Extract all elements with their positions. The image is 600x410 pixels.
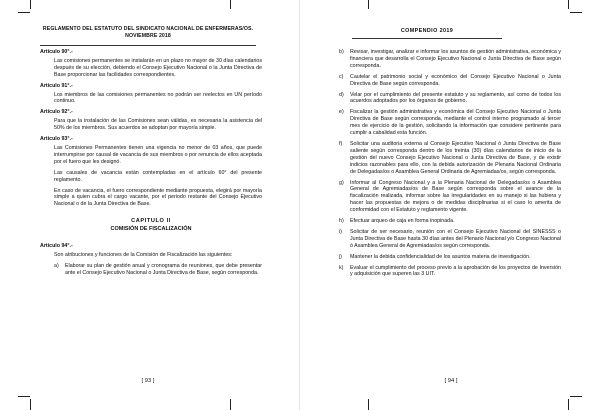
list-item-text: Informar al Congreso Nacional y a la Plenaria Nacional de Delegadas/os o Asamblea General de Agremiadas/os de Base según corresponda sobre el avance de la fiscalización realizada, informar sobre las irregularidades en su manejo si las hubiera y hacer las propuestas de mejora o de medidas disciplinarias si el caso lo amerita de conformidad con el Estatuto y reglamento vigente.: [350, 179, 561, 214]
list-item-text: Solicitar una auditoria externa al Consejo Ejecutivo Nacional ó Junta Directiva de Base saliente según corresponda dentro de los treinta (30) días calendarios de inicio de la gestión del nuevo Consejo Ejecutivo Nacional o Junta Directiva de Base, y de existir indicios razonables para ello, con la debida autorización de Plenaria Nacional Ordinaria de Delegadas/os o Asamblea General Ordinaria de Agremiadas/os, según corresponda.: [350, 140, 561, 175]
right-header-rule: [352, 38, 502, 39]
list-item-text: Cautelar el patrimonio social y económico del Consejo Ejecutivo Nacional o Junta Directiva de Base según corresponda.: [350, 73, 561, 87]
list-item-label: b): [339, 49, 344, 55]
crop-mark: [570, 12, 582, 13]
left-header-rule: [40, 45, 256, 46]
list-item-text: Efectuar arqueo de caja en forma inopinada.: [350, 218, 455, 225]
list-item: [339, 74, 561, 88]
right-text-column: [339, 49, 561, 282]
chapter-title: CAPITULO II: [131, 218, 171, 225]
list-item: [339, 180, 561, 215]
article-heading: Artículo 94°.-: [40, 243, 73, 250]
crop-mark: [230, 0, 231, 9]
right-running-header: COMPENDIO 2019: [400, 28, 454, 34]
paragraph: Los miembros de las comisiones permanentes no podrán ser reelectos en UN período continuo.: [54, 91, 262, 105]
list-item-text: Revisar, investigar, analizar e informar los asuntos de gestión administrativa, económica y financiera que desarrolla el Consejo Ejecutivo Nacional o Junta Directiva de Base según corresponda.: [350, 49, 561, 69]
crop-mark: [568, 0, 569, 9]
crop-mark: [18, 396, 30, 397]
list-item: [339, 218, 561, 225]
list-item-label: j): [339, 253, 342, 260]
list-item: [339, 141, 561, 176]
list-item-label: d): [339, 91, 344, 98]
crop-mark: [30, 399, 31, 410]
crop-mark: [18, 12, 30, 13]
list-item: [54, 263, 262, 277]
list-item-text: Elaborar su plan de gestión anual y cronograma de reuniones, que debe presentar ante el Consejo Ejecutivo Nacional o Junta Directiva de Base, según corresponda.: [65, 262, 262, 276]
left-running-header: REGLAMENTO DEL ESTATUTO DEL SINDICATO NACIONAL DE ENFERMERAS/OS. NOVIEMBRE 2018: [42, 26, 254, 39]
article-heading: Artículo 93°.-: [40, 136, 73, 143]
paragraph: En caso de vacancia, el fuero correspondiente mediante propuesta, elegirá por mayoría simple a quien cubra el cargo vacante, por el periodo restante del Consejo Ejecutivo Nacional o de la Junta Directiva de Base.: [54, 187, 262, 208]
paragraph: Las causales de vacancia están contempladas en el artículo 60° del presente reglamento.: [54, 169, 262, 183]
right-page-number: [ 94 ]: [444, 378, 458, 384]
paragraph: Las Comisiones Permanentes tienen una vigencia no menor de 03 años, que puede interrumpirse por causal de vacancia de sus miembros o por renuncia de ellos aceptada por el fuero que les designó.: [54, 144, 262, 165]
paragraph: Las comisiones permanentes se instalarán en un plazo no mayor de 30 días calendarios después de su elección, debiendo el Consejo Ejecutivo Nacional o la Junta Directiva de Base proporcionar las facilidades correspondientes.: [54, 57, 262, 78]
list-item: [339, 229, 561, 250]
paragraph: Para que la instalación de las Comisiones sean válidas, es necesaria la asistencia del 50% de los miembros. Sus acuerdos se adoptan por mayoría simple.: [54, 118, 262, 132]
crop-mark: [570, 396, 582, 397]
list-item-label: i): [339, 228, 342, 235]
list-item: [339, 254, 561, 261]
article-heading: Artículo 90°.-: [40, 49, 73, 55]
list-item-label: c): [339, 73, 344, 80]
list-item-text: Fiscalizar la gestión administrativa y económica del Consejo Ejecutivo Nacional o Junta Directiva de Base según corresponda, mediante el control interno programado al tercer mes de ejercicio de la gestión, solicitando la información que considere pertinente para cumplir a cabalidad esta función.: [350, 109, 561, 137]
crop-mark: [368, 399, 369, 410]
crop-mark: [568, 399, 569, 410]
chapter-subtitle: COMISIÓN DE FISCALIZACIÓN: [110, 226, 192, 233]
list-item-text: Evaluar el cumplimiento del proceso previo a la aprobación de los proyectos de Inversión y adquisición que superen las 3 UIT.: [350, 264, 561, 278]
list-item-label: h): [339, 218, 344, 225]
crop-mark: [30, 0, 31, 9]
list-item-label: f): [339, 140, 343, 147]
crop-mark: [230, 399, 231, 410]
list-item: [339, 49, 561, 70]
list-item: [339, 92, 561, 106]
paragraph: Son atribuciones y funciones de la Comisión de Fiscalización las siguientes:: [54, 251, 233, 258]
article-heading: Artículo 91°.-: [40, 82, 73, 89]
crop-mark: [368, 0, 369, 9]
list-item-label: e): [339, 109, 344, 116]
list-item-text: Mantener la debida confidencialidad de los asuntos materia de investigación.: [350, 253, 531, 260]
article-heading: Artículo 92°.-: [40, 109, 73, 116]
list-item-text: Solicitar de ser necesario, reunión con el Consejo Ejecutivo Nacional del SINESSS o Junta Directiva de Base hasta 30 días antes del Plenario Nacional y/o Congreso Nacional ó Asamblea General de Agremiadas/os según corresponda.: [350, 228, 561, 249]
list-item-label: g): [339, 179, 344, 186]
left-text-column: [40, 49, 262, 281]
list-item-label: a): [54, 262, 59, 269]
list-item-label: k): [339, 264, 344, 271]
left-page-number: [ 93 ]: [141, 378, 155, 384]
list-item-text: Velar por el cumplimiento del presente estatuto y su reglamento, así como de todos los acuerdos adoptados por los órganos de gobierno.: [350, 91, 561, 105]
list-item: [339, 265, 561, 279]
list-item: [339, 109, 561, 137]
